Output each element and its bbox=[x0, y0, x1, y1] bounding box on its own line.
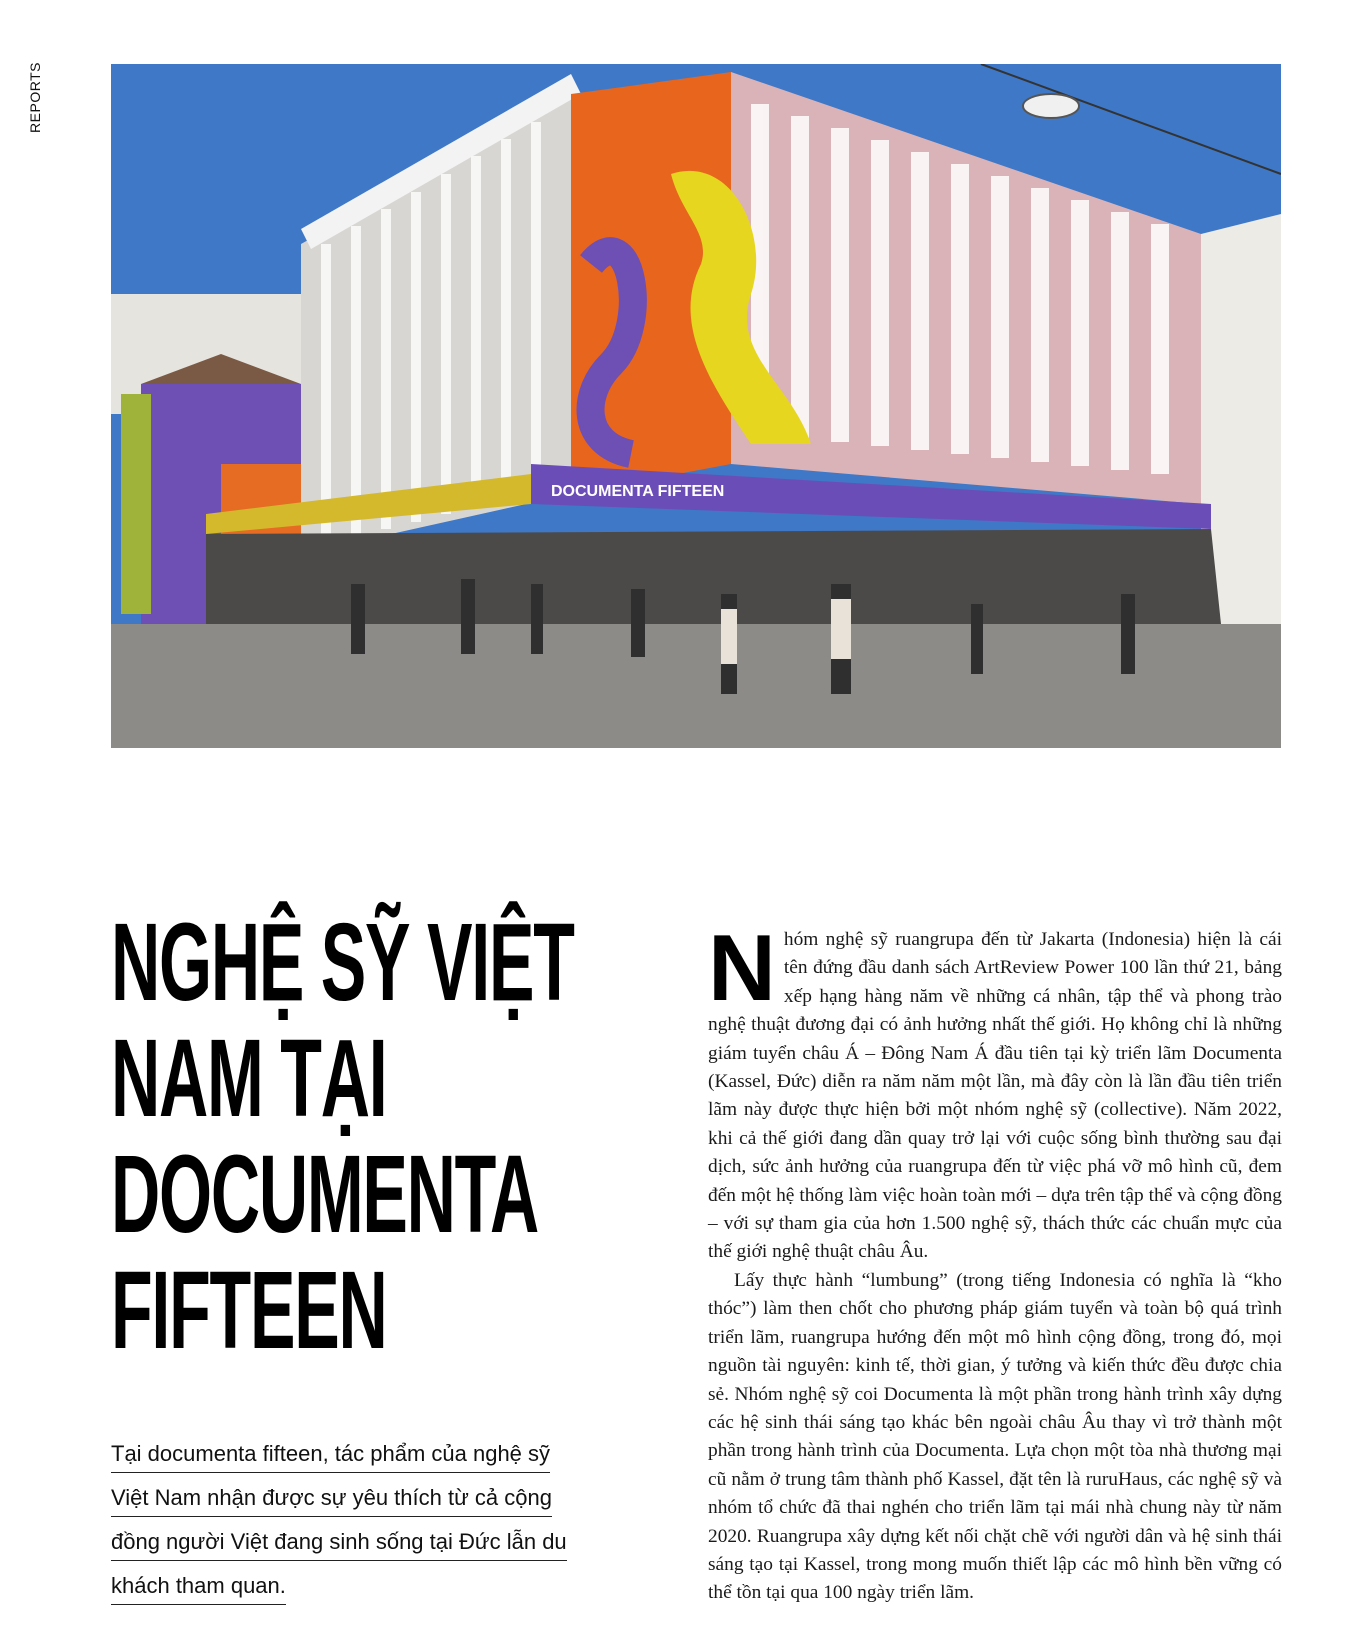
article-headline: NGHỆ SỸ VIỆT NAM TẠI DOCUMENTA FIFTEEN bbox=[111, 901, 574, 1372]
body-paragraph-2: Lấy thực hành “lumbung” (trong tiếng Indonesia có nghĩa là “kho thóc”) làm then chốt cho phương pháp giám tuyển và toàn bộ quá trình triển lãm, ruangrupa hướng đến một mô hình cộng đồng, trong đó, mọi nguồn tài nguyên: kinh tế, thời gian, ý tưởng và kiến thức đều được chia sẻ. Nhóm nghệ sỹ coi Documenta là một phần trong hành trình xây dựng các hệ sinh thái sáng tạo khác bên ngoài châu Âu thay vì trở thành một phần trong hành trình của Documenta. Lựa chọn một tòa nhà thương mại cũ nằm ở trung tâm thành phố Kassel, đặt tên là ruruHaus, các nghệ sỹ và nhóm tổ chức đã thai nghén cho triển lãm tại mái nhà chung này từ năm 2020. Ruangrupa xây dựng kết nối chặt chẽ với người dân và hệ sinh thái sáng tạo tại Kassel, trong mong muốn thiết lập các mô hình bền vững có thể tồn tại qua 100 ngày triển lãm. bbox=[708, 1269, 1282, 1604]
body-paragraph-1 bbox=[708, 915, 1282, 1267]
standfirst-text: Tại documenta fifteen, tác phẩm của nghệ sỹ Việt Nam nhận được sự yêu thích từ cả cộng đồng người Việt đang sinh sống tại Đức lẫn du khách tham quan. bbox=[111, 1441, 567, 1605]
article-body bbox=[708, 915, 1282, 1608]
building-illustration bbox=[111, 64, 1281, 748]
standfirst bbox=[111, 1432, 581, 1608]
drop-cap: N bbox=[708, 915, 776, 1020]
section-label: REPORTS bbox=[27, 62, 43, 133]
hero-photo bbox=[111, 64, 1281, 748]
body-paragraph-1-text: hóm nghệ sỹ ruangrupa đến từ Jakarta (Indonesia) hiện là cái tên đứng đầu danh sách ArtReview Power 100 lần thứ 21, bảng xếp hạng hàng năm về những cá nhân, tập thể và phong trào nghệ thuật đương đại có ảnh hưởng nhất thế giới. Họ không chỉ là những giám tuyển châu Á – Đông Nam Á đầu tiên tại kỳ triển lãm Documenta (Kassel, Đức) diễn ra năm năm một lần, mà đây còn là lần đầu tiên triển lãm này được thực hiện bởi một nhóm nghệ sỹ (collective). Năm 2022, khi cả thế giới đang dần quay trở lại với cuộc sống bình thường sau đại dịch, sức ảnh hưởng của ruangrupa đến từ việc phá vỡ mô hình cũ, đem đến một hệ thống làm việc hoàn toàn mới – dựa trên tập thể và cộng đồng – với sự tham gia của hơn 1.500 nghệ sỹ, thách thức các chuẩn mực của thế giới nghệ thuật châu Âu. bbox=[708, 929, 1282, 1263]
signage-text: DOCUMENTA FIFTEEN bbox=[551, 483, 725, 500]
